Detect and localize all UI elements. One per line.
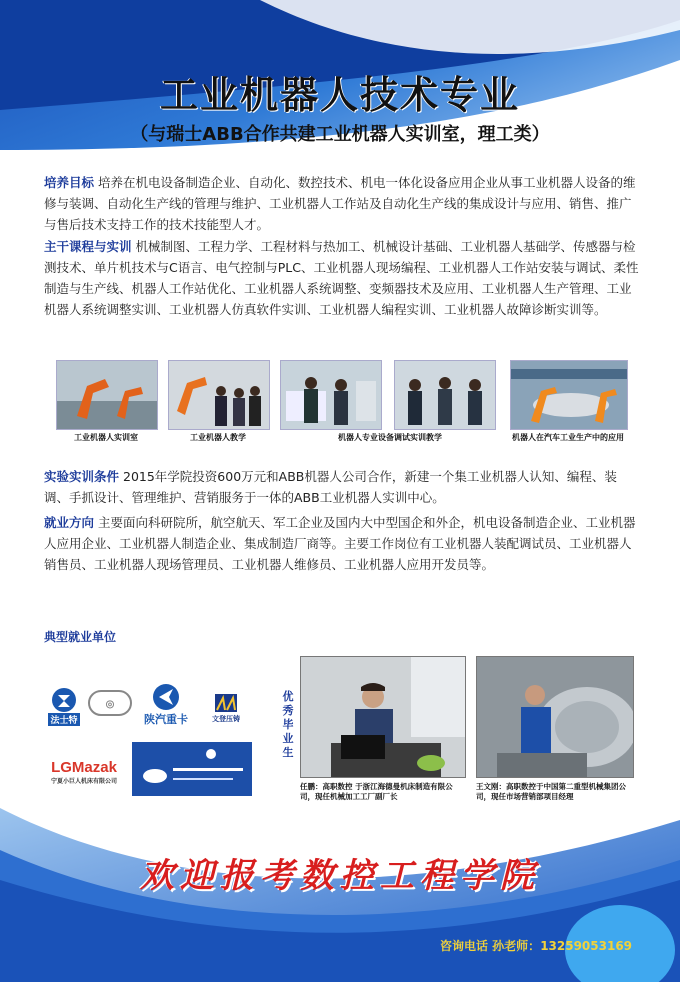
logo-fast: [46, 684, 82, 728]
robot-arm-image: [57, 361, 157, 429]
wendeng-logo-icon: [211, 690, 241, 714]
lab-paragraph: [44, 466, 640, 508]
lab-label: 实验实训条件: [44, 469, 120, 484]
courses-label: 主干课程与实训: [44, 239, 132, 254]
debug-image-1: [281, 361, 381, 429]
jobs-label: 就业方向: [44, 515, 95, 530]
photo-strip: [0, 0, 680, 450]
jobs-paragraph: [44, 512, 640, 575]
graduates-heading: 优秀毕业生: [282, 690, 294, 759]
contact-label: 咨询电话 孙老师：: [440, 939, 541, 953]
contact-phone[interactable]: 13259053169: [540, 939, 633, 953]
graduate-caption-1: 任鹏：高职数控 于浙江海德曼机床制造有限公司，现任机械加工工厂副厂长: [300, 782, 453, 801]
company-card-icon: [137, 746, 247, 792]
car-factory-image: [511, 361, 627, 429]
graduate-2-image: [477, 657, 633, 777]
page-title: 工业机器人技术专业: [159, 73, 520, 117]
graduate-1-image: [301, 657, 465, 777]
debug-image-2: [395, 361, 495, 429]
fast-logo-icon: [49, 687, 79, 713]
logo-shacman-text: 陕汽重卡: [144, 713, 188, 726]
photo-equipment-debug-1: [280, 360, 382, 430]
logo-wendeng-text: 文登压铸: [212, 715, 240, 723]
logo-lgmazak: [42, 752, 126, 792]
photo-robot-teaching: [168, 360, 270, 430]
employer-logos: [40, 680, 260, 800]
logo-wendeng: [204, 684, 248, 730]
graduate-photo-1: [300, 656, 466, 778]
caption-auto-industry: 机器人在汽车工业生产中的应用: [512, 433, 624, 442]
shacman-logo-icon: [151, 683, 181, 711]
goal-text: 培养在机电设备制造企业、自动化、数控技术、机电一体化设备应用企业从事工业机器人设备的维修与装调、自动化生产线的管理与维护、工业机器人工作站及自动化生产线的集成设计与应用、销售、推广与售后技术支持工作的技术技能型人才。: [44, 175, 636, 232]
page-subtitle: （与瑞士ABB合作共建工业机器人实训室，理工类）: [130, 124, 550, 145]
graduate-caption-2: 王文刚：高职数控于中国第二重型机械集团公司，现任市场营销部项目经理: [476, 782, 626, 801]
logo-fast-text: 法士特: [48, 713, 79, 726]
contact-line: [440, 937, 632, 954]
logo-company-card: [132, 742, 252, 796]
lab-text: 2015年学院投资600万元和ABB机器人公司合作，新建一个集工业机器人认知、编程、装调、手抓设计、管理维护、营销服务于一体的ABB工业机器人实训中心。: [44, 469, 617, 505]
jobs-text: 主要面向科研院所，航空航天、军工企业及国内大中型国企和外企，机电设备制造企业、工业机器人应用企业、工业机器人制造企业、集成制造厂商等。主要工作岗位有工业机器人装配调试员、工业机器人销售员、工业机器人现场管理员、工业机器人维修员、工业机器人应用开发员等。: [44, 515, 636, 572]
caption-robot-lab: 工业机器人实训室: [74, 433, 138, 442]
graduate-photo-2: [476, 656, 634, 778]
employers-heading: 典型就业单位: [44, 630, 117, 644]
classroom-image: [169, 361, 269, 429]
svg-text:◎: ◎: [105, 699, 115, 710]
logo-lgmazak-text: LGMazak: [51, 759, 117, 776]
logo-lgmazak-sub: 宁夏小巨人机床有限公司: [50, 778, 117, 785]
logo-shacman: [134, 680, 198, 730]
welcome-banner: 欢迎报考数控工程学院: [140, 856, 540, 896]
courses-text: 机械制图、工程力学、工程材料与热加工、机械设计基础、工业机器人基础学、传感器与检测技术、单片机技术与C语言、电气控制与PLC、工业机器人现场编程、工业机器人工作站安装与调试、柔性制造与生产线、机器人工作站优化、工业机器人系统调整、变频器技术及应用、工业机器人生产管理、工业机器人系统调整实训、工业机器人仿真软件实训、工业机器人编程实训、工业机器人故障诊断实训等。: [44, 239, 639, 317]
photo-equipment-debug-2: [394, 360, 496, 430]
photo-robot-lab: [56, 360, 158, 430]
oval-logo-icon: [95, 696, 125, 710]
caption-robot-teaching: 工业机器人教学: [190, 433, 246, 442]
logo-oval: [88, 690, 132, 716]
goal-label: 培养目标: [44, 175, 95, 190]
caption-equipment-debug: 机器人专业设备调试实训教学: [338, 433, 442, 442]
photo-auto-industry: [510, 360, 628, 430]
